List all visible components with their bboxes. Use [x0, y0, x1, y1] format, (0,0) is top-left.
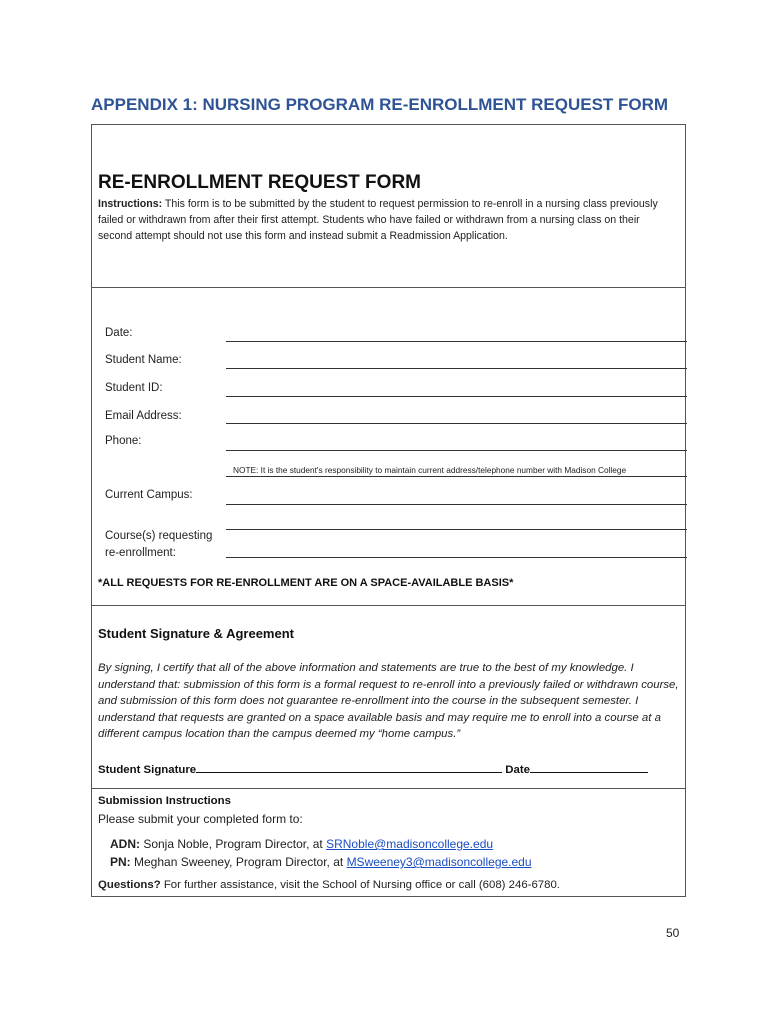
courses-field-line-1[interactable] [226, 529, 687, 530]
page-number: 50 [666, 926, 680, 940]
courses-label-line2: re-enrollment: [105, 547, 176, 559]
appendix-title: APPENDIX 1: NURSING PROGRAM RE-ENROLLMENT REQUEST FORM [91, 95, 669, 114]
signature-heading: Student Signature & Agreement [98, 626, 294, 641]
student-id-label: Student ID: [105, 382, 163, 394]
pn-label: PN: [110, 855, 131, 869]
student-id-field[interactable] [226, 396, 687, 397]
signature-label: Student Signature [98, 764, 197, 776]
questions-text: For further assistance, visit the School of Nursing office or call (608) 246-6780. [160, 879, 560, 891]
phone-label: Phone: [105, 435, 142, 447]
form-title: RE-ENROLLMENT REQUEST FORM [98, 172, 421, 193]
courses-label-line1: Course(s) requesting [105, 530, 213, 542]
student-name-field[interactable] [226, 368, 687, 369]
space-available-note: *ALL REQUESTS FOR RE-ENROLLMENT ARE ON A SPACE-AVAILABLE BASIS* [98, 577, 514, 589]
submission-heading: Submission Instructions [98, 795, 231, 807]
adn-contact [110, 837, 493, 851]
note-underline [226, 476, 687, 477]
date-field[interactable] [226, 341, 687, 342]
email-field[interactable] [226, 423, 687, 424]
agreement-text: By signing, I certify that all of the above information and statements are true to the best of my knowledge. I understand that: submission of this form is a formal request to re-enroll into a previously failed or withdrawn course, and submission of this form does not guarantee re-enrollment into the course in the subsequent semester. I understand that requests are granted on a space available basis and may require me to enroll into a course at a different campus location than the campus deemed my “home campus.” [98, 662, 679, 741]
divider-after-signature [91, 788, 686, 789]
email-label: Email Address: [105, 410, 182, 422]
student-name-label: Student Name: [105, 354, 182, 366]
date-label: Date: [105, 327, 133, 339]
submission-text: Please submit your completed form to: [98, 812, 303, 826]
adn-text: Sonja Noble, Program Director, at [140, 837, 327, 851]
adn-email-link[interactable]: SRNoble@madisoncollege.edu [326, 837, 494, 851]
divider-after-instructions [91, 287, 686, 288]
pn-contact [110, 855, 532, 869]
divider-after-space-note [91, 605, 686, 606]
questions-label: Questions? [98, 879, 161, 891]
courses-label [105, 528, 212, 562]
instructions-text: This form is to be submitted by the student to request permission to re-enroll in a nursing class previously failed or withdrawn from after their first attempt. Students who have failed or withdrawn from a nursing class on their second attempt should not use this form and instead submit a Readmission Application. [98, 198, 658, 242]
phone-field[interactable] [226, 450, 687, 451]
signature-date-label: Date [505, 764, 530, 776]
adn-label: ADN: [110, 837, 140, 851]
instructions-label: Instructions: [98, 198, 163, 210]
signature-row [98, 761, 648, 776]
courses-field-line-2[interactable] [226, 557, 687, 558]
pn-text: Meghan Sweeney, Program Director, at [130, 855, 347, 869]
instructions-paragraph [98, 196, 668, 244]
current-campus-field[interactable] [226, 504, 687, 505]
contact-note: NOTE: It is the student's responsibility to maintain current address/telephone number with Madison College [233, 465, 627, 475]
signature-date-field[interactable] [530, 761, 648, 773]
signature-field[interactable] [196, 761, 502, 773]
questions-line [98, 879, 560, 891]
current-campus-label: Current Campus: [105, 489, 193, 501]
pn-email-link[interactable]: MSweeney3@madisoncollege.edu [346, 855, 532, 869]
